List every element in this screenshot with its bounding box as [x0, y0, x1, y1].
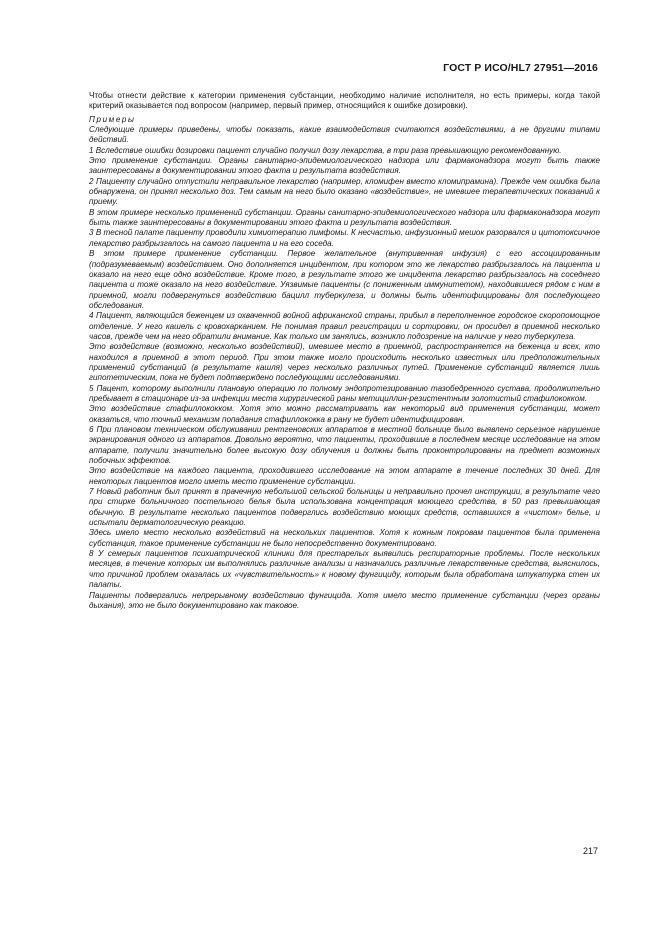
example-paragraph: Это воздействие стафиллококком. Хотя это можно рассматривать как некоторый вид применения субстанции, может оказаться, что точный механизм попадания стафиллококка в рану не будет идентифицирован.	[89, 404, 600, 424]
example-paragraph: Это воздействие на каждого пациента, проходившего исследование на этом аппарате в течение последних 30 дней. Для некоторых пациентов могло иметь место применение субстанции.	[89, 466, 600, 486]
example-paragraph: 1 Вследствие ошибки дозировки пациент случайно получил дозу лекарства, в три раза превышающую рекомендованную.	[89, 145, 562, 155]
example-paragraph: 8 У семерых пациентов психиатрической клиники для престарелых выявились респираторные проблемы. После нескольких месяцев, в течение которых им выполнялись различные анализы и назначались различные лекарственные средства, выяснилось, что причиной проблем оказалась их «чувствительность» к новому фунгициду, которым была обработана штукатурка стен их палаты.	[89, 549, 600, 590]
standard-header: ГОСТ Р ИСО/HL7 27951—2016	[443, 62, 598, 74]
intro-paragraph: Чтобы отнести действие к категории применения субстанции, необходимо наличие исполнителя, но есть примеры, когда такой критерий оказывается под вопросом (например, первый пример, относящийся к ошибке дозировки).	[89, 91, 600, 111]
example-paragraph: 7 Новый работник был принят в прачечную небольшой сельской больницы и неправильно прочел инструкции, в результате чего при стирке больничного постельного белья была использована концентрация моющего средства, в 50 раз превышающая обычную. В результате несколько пациентов подверглись воздействию моющих средств, оставшихся в «чистом» белье, и испытали дерматологическую реакцию.	[89, 487, 600, 528]
example-paragraph: 2 Пациенту случайно отпустили неправильное лекарство (например, кломифен вместо кломипрамина). Прежде чем ошибка была обнаружена, он принял несколько доз. Тем самым на него было оказано «воздействие», не имевшее терапевтических показаний к приему.	[89, 176, 600, 207]
example-paragraph: 4 Пациент, являющийся беженцем из охваченной войной африканской страны, прибыл в переполненное городское скоропомощное отделение. У него кашель с кровохарканием. Не понимая правил регистрации и сортировки, он просидел в приемной несколько часов, прежде чем на него обратили внимание. Как только им занялись, возникло подозрение на наличие у него туберкулеза.	[89, 311, 600, 341]
example-paragraph: 5 Пацент, которому выполнили плановую операцию по полному эндопротезированию тазобедренного сустава, продолжительно пребывает в стационаре из-за инфекции места хирургической раны метициллин-резистентным золотистый стафилококком.	[89, 383, 600, 403]
examples-heading: Примеры	[89, 114, 136, 124]
example-paragraph: 3 В тесной палате пациенту проводили химиотерапию лимфомы. К несчастью, инфузионный мешок разорвался и цитотоксичное лекарство разбрызгалось на самого пациента и на его соседа.	[89, 228, 600, 248]
example-paragraph: Здесь имело место несколько воздействий на нескольких пациентов. Хотя к кожным покровам пациентов была применена субстанция, такое применение субстанции не было непосредственно документировано.	[89, 528, 600, 548]
example-paragraph: Следующие примеры приведены, чтобы показать, какие взаимодействия считаются воздействиями, а не другими типами действий.	[89, 125, 600, 145]
example-paragraph: 6 При плановом техническом обслуживании рентгеновских аппаратов в местной больнице было выявлено серьезное нарушение экранирования одного из аппаратов. Довольно вероятно, что пациенты, проходившие в последнем месяце исследование на этом аппарате, получили значительно более высокую дозу облучения и должны быть проконтролированы на предмет возможных побочных эффектов.	[89, 425, 600, 466]
example-paragraph: В этом примере несколько применений субстанции. Органы санитарно-эпидемиологического надзора или фармаконадзора могут быть также заинтересованы в документировании этого факта и результата воздействия.	[89, 207, 600, 228]
example-paragraph: Пациенты подвергались непрерывному воздействию фунгицида. Хотя имело место применение субстанции (через органы дыхания), это не было документировано как таковое.	[89, 590, 600, 610]
page-number: 217	[582, 846, 598, 856]
example-paragraph: В этом примере применение субстанции. Первое желательное (внутривенная инфузия) с его ассоциированным (подразумеваемым) воздействием. Оно дополняется инцидентом, при котором это же лекарство разбрызгалось на пациента и оказало на него еще одно воздействие. Кроме того, в результате этого же инцидента лекарство разбрызгалось на соседнего пациента и тоже оказало на него воздействие. Уязвимые пациенты (с пониженным иммунитетом), находившиеся рядом с ним в приемной, могли подвергнуться воздействию бацилл туберкулеза, и должны быть идентифицированы для последующего обследования.	[89, 249, 600, 310]
example-paragraph: Это воздействие (возможно, несколько воздействий), имевшее место в приемной, распространяется на беженца и всех, кто находился в приемной в этот период. При этом также могло происходить несколько известных или предположительных применений субстанций (в результате кашля) через несколько различных путей. Применение субстанций является лишь гипотетическим, пока не будет подтверждено последующими исследованиями.	[89, 342, 600, 383]
example-paragraph: Это применение субстанции. Органы санитарно-эпидемиологического надзора или фармаконадзора могут быть также заинтересованы в документировании этого факта и результата воздействия.	[89, 156, 600, 176]
body-text	[89, 91, 600, 611]
